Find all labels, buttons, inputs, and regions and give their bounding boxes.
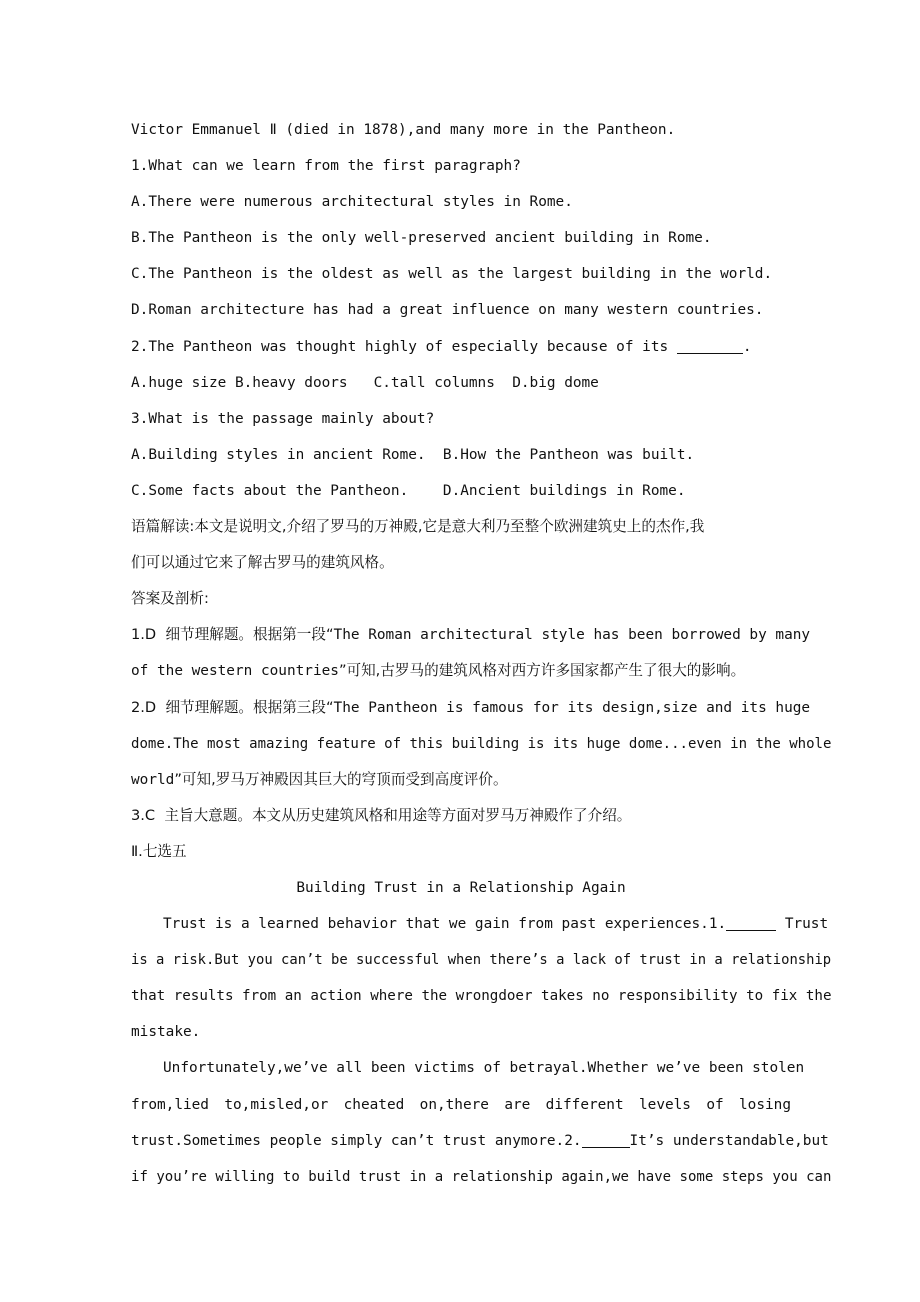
passage-p2-text-end: It’s understandable,but: [629, 1132, 829, 1149]
passage-p1-line-3: that results from an action where the wrongdoer takes no responsibility to fix the: [131, 988, 832, 1005]
answer-2-line-2: dome.The most amazing feature of this building is its huge dome...even in the whole: [131, 735, 832, 752]
passage-p2-line-2: from,lied to,misled,or cheated on,there are different levels of losing: [131, 1096, 791, 1113]
question-2-stem-end: .: [742, 338, 752, 355]
answer-3: 3.C 主旨大意题。本文从历史建筑风格和用途等方面对罗马万神殿作了介绍。: [131, 806, 632, 824]
question-2-stem-text: 2.The Pantheon was thought highly of especially because of its: [131, 338, 677, 355]
answer-blank: [677, 337, 743, 354]
question-1-stem: 1.What can we learn from the first paragraph?: [131, 158, 521, 175]
passage-p1-text: Trust is a learned behavior that we gain from past experiences.1.: [163, 916, 727, 933]
question-1-option-c: C.The Pantheon is the oldest as well as the largest building in the world.: [131, 266, 773, 283]
question-1-option-b: B.The Pantheon is the only well-preserved ancient building in Rome.: [131, 230, 712, 247]
answer-blank-2: [582, 1131, 630, 1148]
analysis-line-1: 语篇解读:本文是说明文,介绍了罗马的万神殿,它是意大利乃至整个欧洲建筑史上的杰作,我: [131, 518, 705, 536]
answer-1-tail: ”可知,古罗马的建筑风格对西方许多国家都产生了很大的影响。: [338, 662, 746, 680]
passage-p2-line-3: [131, 1123, 831, 1159]
passage-p2-line-4: if you’re willing to build trust in a relationship again,we have some steps you can: [131, 1168, 832, 1185]
answer-2-quote: The Pantheon is famous for its design,size and its huge: [333, 699, 811, 716]
answers-heading: 答案及剖析:: [131, 590, 209, 608]
intro-line: Victor Emmanuel Ⅱ (died in 1878),and many more in the Pantheon.: [131, 122, 676, 138]
answer-1-quote: The Roman architectural style has been borrowed by many: [333, 627, 811, 644]
answer-2-lead: 2.D 细节理解题。根据第三段“: [131, 698, 334, 716]
answer-2-quote-end: world: [131, 771, 175, 788]
question-2-options: A.huge size B.heavy doors C.tall columns D.big dome: [131, 374, 599, 391]
question-3-stem: 3.What is the passage mainly about?: [131, 410, 435, 427]
answer-1-line-2: [131, 653, 831, 689]
analysis-line-2: 们可以通过它来了解古罗马的建筑风格。: [131, 554, 394, 572]
question-1-option-d: D.Roman architecture has had a great influence on many western countries.: [131, 302, 764, 319]
question-1-option-a: A.There were numerous architectural styles in Rome.: [131, 194, 573, 211]
passage-p1-line-2: is a risk.But you can’t be successful when there’s a lack of trust in a relationship: [131, 952, 832, 969]
answer-1-line-1: [131, 617, 831, 653]
answer-2-line-3: [131, 762, 831, 798]
section-2-heading: Ⅱ.七选五: [131, 842, 187, 860]
passage-p1-line-1: [131, 906, 831, 942]
answer-2-tail: ”可知,罗马万神殿因其巨大的穹顶而受到高度评价。: [174, 770, 508, 788]
question-3-options-ab: A.Building styles in ancient Rome. B.How the Pantheon was built.: [131, 446, 695, 463]
document-page: [131, 112, 831, 1195]
passage-p1-line-4: mistake.: [131, 1024, 201, 1041]
question-3-options-cd: C.Some facts about the Pantheon. D.Ancient buildings in Rome.: [131, 482, 686, 499]
question-2-stem: [131, 329, 831, 365]
answer-1-quote-end: of the western countries: [131, 663, 339, 680]
passage-p1-text-end: Trust: [776, 916, 829, 933]
passage-p2-line-1: Unfortunately,we’ve all been victims of betrayal.Whether we’ve been stolen: [163, 1060, 805, 1077]
answer-2-line-1: [131, 690, 831, 726]
passage-title: Building Trust in a Relationship Again: [296, 879, 626, 896]
passage-p2-text: trust.Sometimes people simply can’t trust anymore.2.: [131, 1132, 582, 1149]
answer-blank-1: [726, 914, 776, 931]
answer-1-lead: 1.D 细节理解题。根据第一段“: [131, 626, 334, 644]
